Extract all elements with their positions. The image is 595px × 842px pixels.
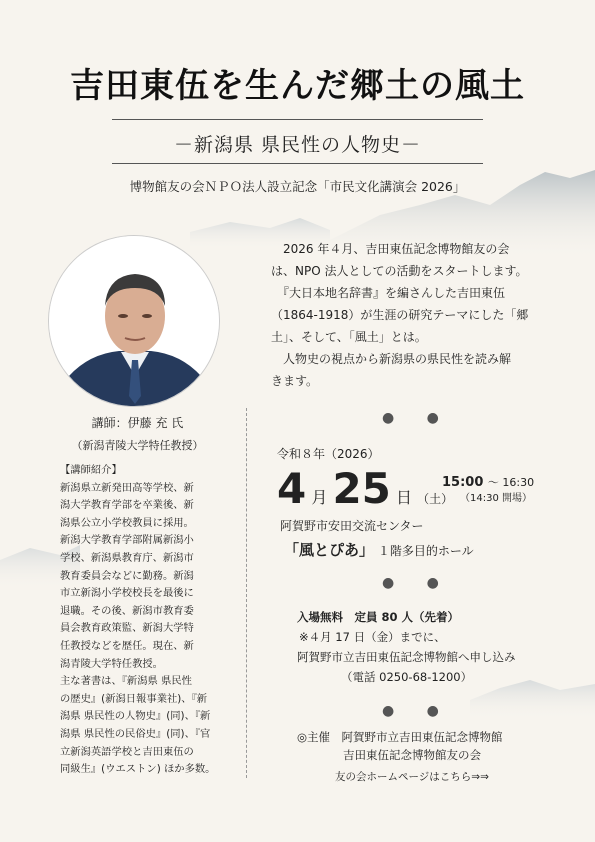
title-rule-top	[112, 119, 483, 120]
speaker-name: 講師：伊藤 充 氏	[91, 416, 184, 430]
bio-line: 潟県公立小学校教員に採用。	[60, 516, 194, 529]
date-weekday: （土）	[417, 492, 454, 506]
separator-dots: ● ●	[382, 575, 453, 591]
bio-line: 潟県 県民性の民俗史』(同)、『官	[60, 727, 211, 740]
bio-line: 新潟県立新発田高等学校、新	[60, 481, 194, 494]
event-date	[277, 464, 453, 513]
hall-room: １階多目的ホール	[377, 544, 474, 558]
separator-dots: ● ●	[382, 703, 453, 719]
admission-deadline: ※４月 17 日（金）までに、	[299, 630, 446, 644]
title-rule-bottom	[112, 163, 483, 164]
intro-line: （1864-1918）が生涯の研究テーマにした「郷	[271, 308, 529, 322]
admission-phone: （電話 0250-68-1200）	[341, 670, 473, 684]
intro-line: きます。	[271, 374, 319, 388]
speaker-affiliation: （新潟青陵大学特任教授）	[71, 439, 204, 452]
bio-line: 主な著書は、『新潟県 県民性	[60, 675, 192, 688]
date-era: 令和８年（2026）	[277, 447, 380, 461]
bio-line: 学校、新潟県教育庁、新潟市	[60, 551, 194, 564]
organizer-line1: ◎主催 阿賀野市立吉田東伍記念博物館	[297, 730, 503, 744]
bio-line: 退職。その後、新潟市教育委	[60, 604, 194, 617]
time-end: ～ 16:30	[487, 476, 535, 489]
bio-line: の歴史』(新潟日報事業社)、『新	[60, 692, 208, 705]
venue: 阿賀野市安田交流センター	[280, 519, 424, 533]
intro-text	[271, 238, 561, 392]
organizer	[297, 728, 503, 764]
admission-apply: 阿賀野市立吉田東伍記念博物館へ申し込み	[297, 650, 516, 664]
homepage-link[interactable]: 友の会ホームページはこちら⇒⇒	[335, 771, 489, 783]
time-start: 15:00	[442, 475, 484, 490]
bio-line: 潟県 県民性の人物史』(同)、『新	[60, 710, 211, 723]
separator-dots: ● ●	[382, 410, 453, 426]
page-subtitle: －新潟県 県民性の人物史－	[173, 134, 422, 156]
event-name: 博物館友の会ＮＰＯ法人設立記念「市民文化講演会 2026」	[129, 179, 466, 194]
intro-line: 土」、そして、「風土」とは。	[271, 330, 427, 344]
intro-line: 2026 年４月、吉田東伍記念博物館友の会	[271, 242, 510, 256]
intro-line: 人物史の視点から新潟県の県民性を読み解	[271, 352, 512, 366]
bio-line: 新潟大学教育学部附属新潟小	[60, 534, 194, 547]
speaker-info	[50, 414, 225, 453]
organizer-line2: 吉田東伍記念博物館友の会	[343, 748, 481, 762]
bio-line: 同級生』(ウエストン) ほか多数。	[60, 763, 216, 776]
date-day: 25	[332, 464, 391, 513]
admission-fee: 入場無料 定員 80 人（先着）	[297, 610, 460, 624]
bio-line: 市立新潟小学校校長を最後に	[60, 587, 194, 600]
venue-hall	[284, 539, 474, 560]
hall-name: 「風とぴあ」	[284, 541, 375, 559]
bio-line: 員会教育政策監、新潟大学特	[60, 622, 194, 635]
bio-line: 立新潟英語学校と吉田東伍の	[60, 745, 194, 758]
bio-line: 潟大学教育学部を卒業後、新	[60, 499, 194, 512]
intro-line: は、NPO 法人としての活動をスタートします。	[271, 264, 528, 278]
date-month: 4	[277, 464, 307, 513]
bio-line: 任教授などを歴任。現在、新	[60, 639, 194, 652]
bio-line: 潟青陵大学特任教授。	[60, 657, 163, 670]
speaker-bio	[60, 462, 226, 779]
date-month-unit: 月	[311, 488, 328, 507]
admission-info	[297, 607, 516, 687]
intro-line: 『大日本地名辞書』を編さんした吉田東伍	[271, 286, 506, 300]
bio-line: 教育委員会などに勤務。新潟	[60, 569, 194, 582]
event-time	[442, 474, 534, 490]
doors-open: （14:30 開場）	[460, 493, 532, 504]
date-day-unit: 日	[395, 488, 412, 507]
page-title: 吉田東伍を生んだ郷土の風土	[70, 66, 525, 106]
speaker-photo	[48, 235, 220, 407]
column-divider	[246, 408, 247, 778]
bio-heading: 【講師紹介】	[60, 464, 122, 476]
